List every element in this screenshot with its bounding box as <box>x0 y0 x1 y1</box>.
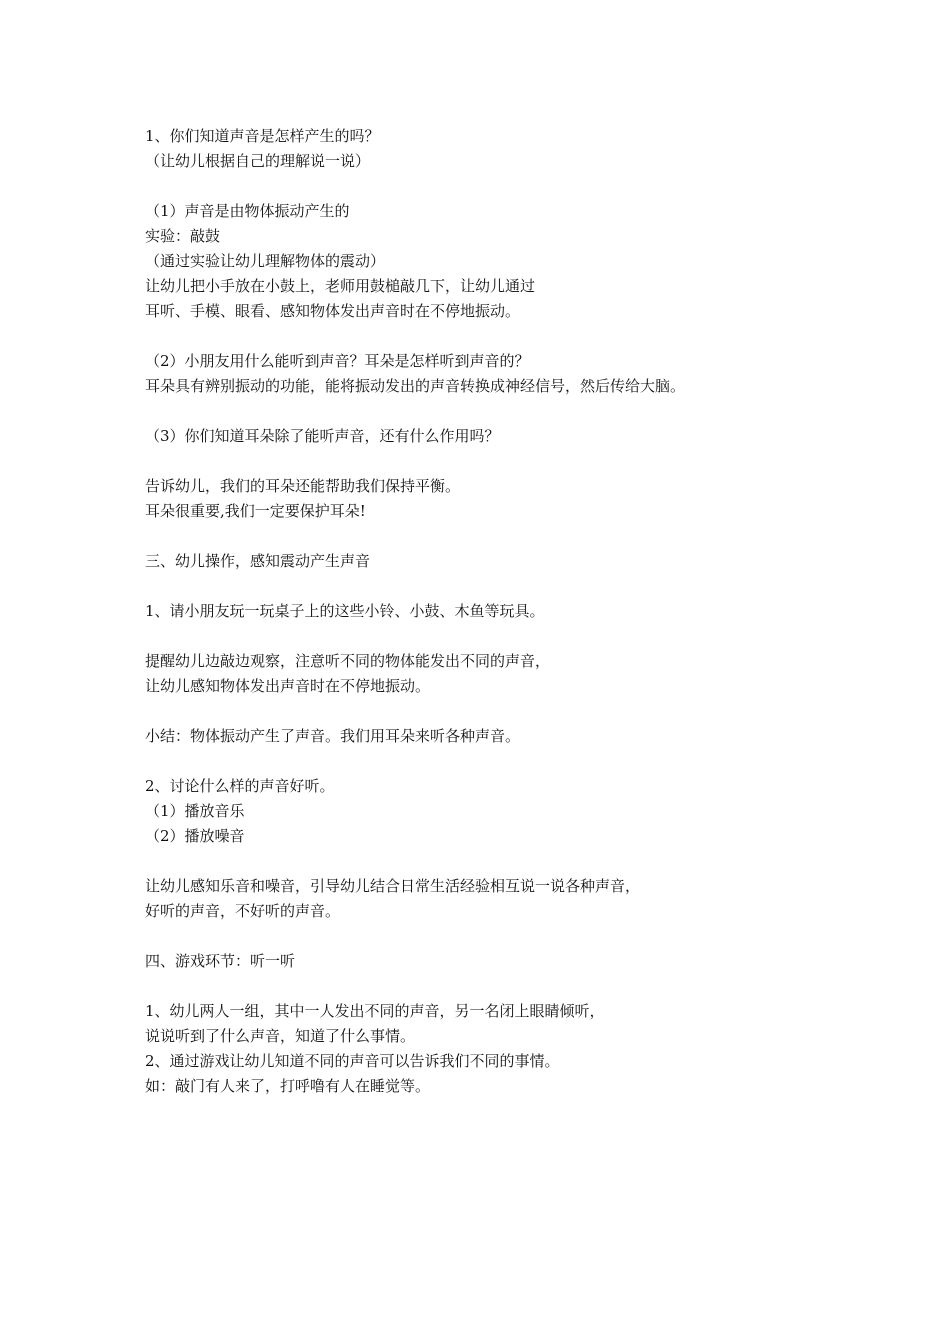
text-line: 让幼儿感知乐音和噪音，引导幼儿结合日常生活经验相互说一说各种声音， <box>145 877 641 895</box>
text-line: 让幼儿把小手放在小鼓上，老师用鼓槌敲几下，让幼儿通过 <box>145 277 536 295</box>
text-line: 1、幼儿两人一组，其中一人发出不同的声音，另一名闭上眼睛倾听， <box>145 1002 605 1020</box>
text-line: 耳听、手模、眼看、感知物体发出声音时在不停地振动。 <box>145 302 521 320</box>
blank-line <box>145 174 865 199</box>
blank-line <box>145 699 865 724</box>
blank-line <box>145 974 865 999</box>
blank-line <box>145 624 865 649</box>
text-line: 耳朵具有辨别振动的功能，能将振动发出的声音转换成神经信号，然后传给大脑。 <box>145 377 686 395</box>
text-line: 实验：敲鼓 <box>145 227 221 245</box>
text-line: （2）播放噪音 <box>145 827 245 845</box>
text-line: 说说听到了什么声音，知道了什么事情。 <box>145 1027 416 1045</box>
section-heading: 三、幼儿操作，感知震动产生声音 <box>145 552 371 570</box>
blank-line <box>145 849 865 874</box>
text-line: 让幼儿感知物体发出声音时在不停地振动。 <box>145 677 431 695</box>
text-line: （2）小朋友用什么能听到声音？耳朵是怎样听到声音的？ <box>145 352 530 370</box>
text-line: 2、讨论什么样的声音好听。 <box>145 777 335 795</box>
text-line: 提醒幼儿边敲边观察，注意听不同的物体能发出不同的声音， <box>145 652 551 670</box>
document-body <box>145 124 865 1099</box>
text-line: 好听的声音，不好听的声音。 <box>145 902 341 920</box>
blank-line <box>145 324 865 349</box>
text-line: 2、通过游戏让幼儿知道不同的声音可以告诉我们不同的事情。 <box>145 1052 560 1070</box>
text-line: 告诉幼儿，我们的耳朵还能帮助我们保持平衡。 <box>145 477 461 495</box>
text-line: 小结：物体振动产生了声音。我们用耳朵来听各种声音。 <box>145 727 521 745</box>
text-line: （1）声音是由物体振动产生的 <box>145 202 350 220</box>
text-line: （让幼儿根据自己的理解说一说） <box>145 152 371 170</box>
text-line: 1、请小朋友玩一玩桌子上的这些小铃、小鼓、木鱼等玩具。 <box>145 602 545 620</box>
text-line: （通过实验让幼儿理解物体的震动） <box>145 252 386 270</box>
blank-line <box>145 399 865 424</box>
blank-line <box>145 574 865 599</box>
blank-line <box>145 749 865 774</box>
blank-line <box>145 924 865 949</box>
blank-line <box>145 524 865 549</box>
text-line: 1、你们知道声音是怎样产生的吗？ <box>145 127 380 145</box>
text-line: （3）你们知道耳朵除了能听声音，还有什么作用吗？ <box>145 427 500 445</box>
section-heading: 四、游戏环节：听一听 <box>145 952 296 970</box>
text-line: （1）播放音乐 <box>145 802 245 820</box>
text-line: 耳朵很重要,我们一定要保护耳朵! <box>145 502 366 520</box>
text-line: 如：敲门有人来了，打呼噜有人在睡觉等。 <box>145 1077 431 1095</box>
blank-line <box>145 449 865 474</box>
